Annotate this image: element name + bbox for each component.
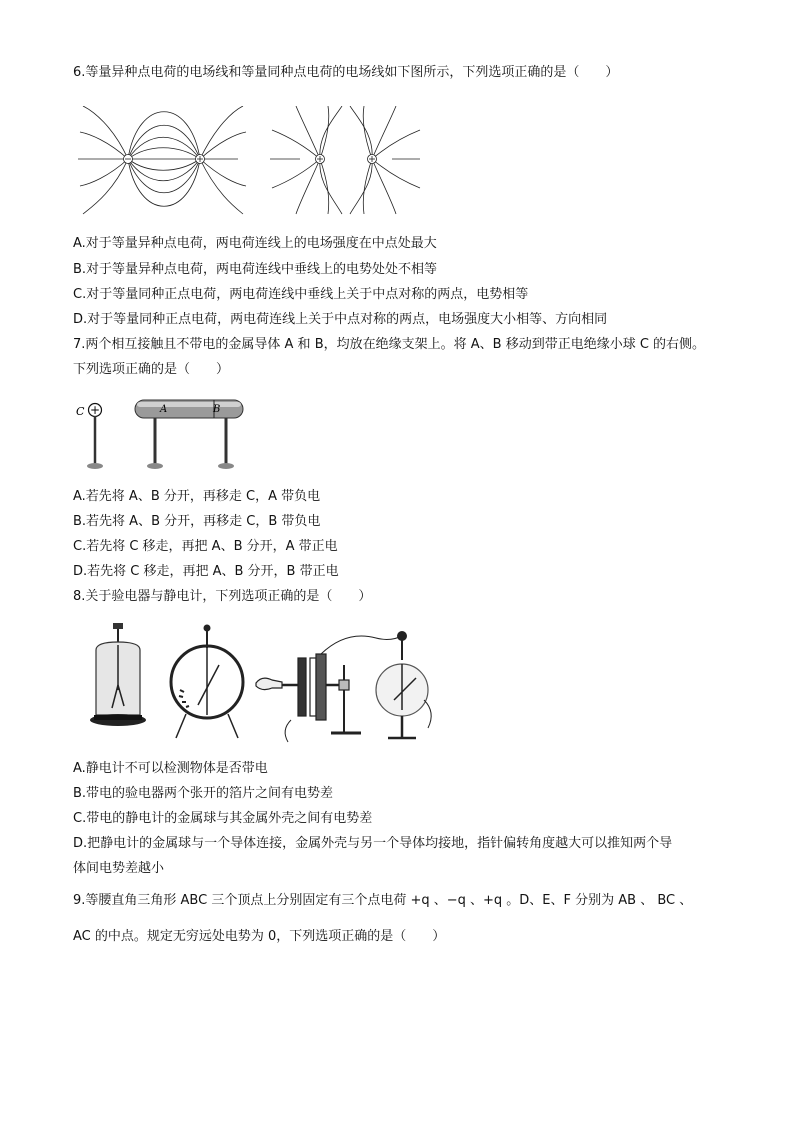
- q8-option-c: C.带电的静电计的金属球与其金属外壳之间有电势差: [73, 811, 373, 826]
- opposite-charges-field-diagram: [78, 106, 246, 214]
- q9-stem-line1: 9.等腰直角三角形 ABC 三个顶点上分别固定有三个点电荷 +q 、−q 、+q 。D、E、F 分别为 AB 、 BC 、: [73, 893, 693, 908]
- electroscope-jar: [90, 623, 146, 726]
- like-charges-field-diagram: [270, 106, 420, 214]
- q8-stem: 8.关于验电器与静电计，下列选项正确的是（ ）: [73, 589, 372, 604]
- q9-stem-line2: AC 的中点。规定无穷远处电势为 0，下列选项正确的是（ ）: [73, 929, 446, 944]
- q7-option-a: A.若先将 A、B 分开，再移走 C，A 带负电: [73, 489, 321, 504]
- q7-stem-line2: 下列选项正确的是（ ）: [73, 362, 230, 377]
- q8-option-a: A.静电计不可以检测物体是否带电: [73, 761, 268, 776]
- q6-option-d: D.对于等量同种正点电荷，两电荷连线上关于中点对称的两点，电场强度大小相等、方向相同: [73, 312, 608, 327]
- q6-option-c: C.对于等量同种正点电荷，两电荷连线中垂线上关于中点对称的两点，电势相等: [73, 287, 529, 302]
- field-lines-figure: [78, 106, 423, 216]
- q8-option-d: D.把静电计的金属球与一个导体连接，金属外壳与另一个导体均接地，指针偏转角度越大可以推知两个导: [73, 836, 673, 851]
- q7-option-b: B.若先将 A、B 分开，再移走 C，B 带负电: [73, 514, 321, 529]
- electrometer: [171, 625, 243, 739]
- electrometer-sphere: [376, 631, 431, 738]
- label-a: A: [160, 404, 168, 415]
- q7-option-d: D.若先将 C 移走，再把 A、B 分开，B 带正电: [73, 564, 339, 579]
- q6-option-b: B.对于等量异种点电荷，两电荷连线中垂线上的电势处处不相等: [73, 262, 438, 277]
- q7-option-c: C.若先将 C 移走，再把 A、B 分开，A 带正电: [73, 539, 338, 554]
- plus-sign: +: [90, 403, 101, 417]
- q6-stem: 6.等量异种点电荷的电场线和等量同种点电荷的电场线如下图所示，下列选项正确的是（ ）: [73, 65, 619, 80]
- label-c: C: [76, 405, 85, 418]
- q8-option-d-cont: 体间电势差越小: [73, 861, 165, 876]
- label-b: B: [213, 404, 221, 415]
- q6-option-a: A.对于等量异种点电荷，两电荷连线上的电场强度在中点处最大: [73, 236, 437, 251]
- q8-option-b: B.带电的验电器两个张开的箔片之间有电势差: [73, 786, 334, 801]
- electroscope-figure: [76, 620, 451, 746]
- conductor-setup-figure: [74, 396, 254, 474]
- q7-stem-line1: 7.两个相互接触且不带电的金属导体 A 和 B，均放在绝缘支架上。将 A、B 移动到带正电绝缘小球 C 的右侧。: [73, 337, 706, 352]
